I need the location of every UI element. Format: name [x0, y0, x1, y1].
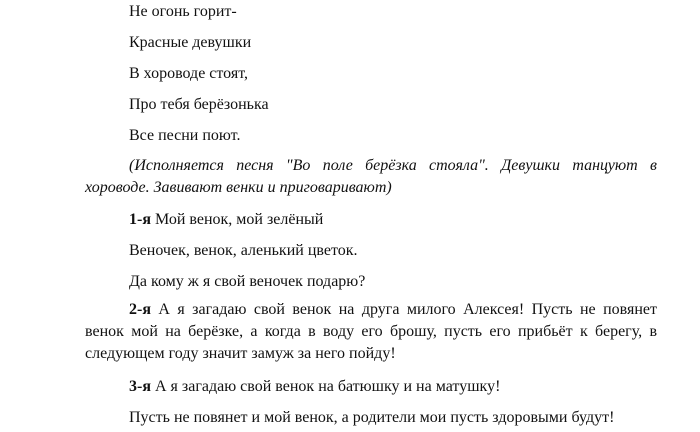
poem-line-4: Про тебя берёзонька [129, 96, 269, 113]
speech-1-line-1 [129, 210, 323, 230]
poem-line-1: Не огонь горит- [129, 3, 237, 20]
speech-1-line-3: Да кому ж я свой веночек подарю? [129, 273, 366, 290]
speaker-label: 2-я [129, 301, 151, 318]
poem-line-5: Все песни поют. [129, 127, 241, 144]
speaker-label: 3-я [129, 378, 151, 395]
poem-line-3: В хороводе стоят, [129, 65, 249, 82]
speech-text: Мой венок, мой зелёный [154, 211, 324, 228]
speech-2-paragraph [85, 299, 657, 365]
speech-3-line-2: Пусть не повянет и мой венок, а родители мои пусть здоровыми будут! [129, 409, 615, 426]
speech-3-line-1 [129, 377, 500, 397]
speech-text: А я загадаю свой венок на батюшку и на матушку! [154, 378, 501, 395]
stage-direction: (Исполняется песня "Во поле берёзка стояла". Девушки танцуют в хороводе. Завивают венки и приговаривают) [85, 157, 657, 196]
speaker-label: 1-я [129, 211, 151, 228]
speech-text: А я загадаю свой венок на друга милого Алексея! Пусть не повянет венок мой на берёзке, а когда в воду его брошу, пусть его прибьёт к берегу, в следующем году значит замуж за него пойду! [85, 301, 658, 362]
poem-line-2: Красные девушки [129, 34, 252, 51]
speech-1-line-2: Веночек, венок, аленький цветок. [129, 242, 358, 259]
